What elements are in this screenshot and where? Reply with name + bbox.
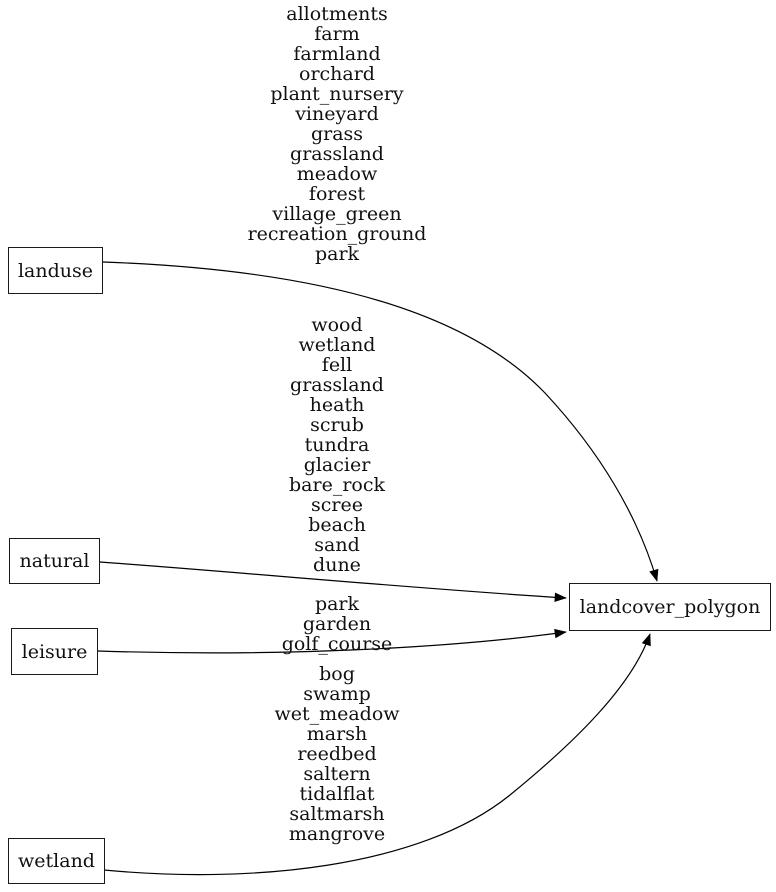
node-natural-label: natural [19,550,90,572]
node-wetland [8,838,105,884]
edge-value: allotments [286,3,388,25]
edge-value: tundra [304,434,370,456]
node-natural [9,538,100,584]
edge-value: heath [309,394,365,416]
node-leisure [11,628,98,675]
edge-value: tidalflat [299,783,375,805]
edge-value: wet_meadow [274,703,400,725]
edge-value: plant_nursery [270,83,404,105]
edge-value: saltmarsh [289,803,385,825]
edge-value: grassland [290,143,384,165]
edge-value: farm [314,23,360,45]
edge-value: grassland [290,374,384,396]
edge-value: meadow [296,163,378,185]
node-landcover-polygon-label: landcover_polygon [579,596,761,618]
edge-value: bare_rock [289,474,385,496]
edge-value: garden [302,613,372,635]
edge-value: scree [311,494,363,516]
edge-value: mangrove [288,823,386,845]
edge-value: marsh [306,723,368,745]
edge-value: dune [313,554,361,576]
edge-label-wetland-values [274,664,399,844]
node-landcover-polygon [569,583,771,631]
node-landuse [8,247,103,294]
edge-value: reedbed [297,743,377,765]
edge-value: sand [314,534,360,556]
edge-value: vineyard [295,103,379,125]
edge-value: swamp [303,683,371,705]
edge-value: park [314,593,360,615]
edge-value: bog [319,663,355,685]
edge-value: saltern [303,763,371,785]
edge-value: golf_course [281,633,393,655]
edge-value: farmland [293,43,381,65]
edge-value: wetland [298,334,376,356]
edge-value: wood [311,314,363,336]
edge-value: park [314,243,360,265]
edge-value: orchard [299,63,375,85]
edge-value: fell [321,354,353,376]
edge-value: village_green [272,203,402,225]
edge-value: beach [308,514,366,536]
edge-value: recreation_ground [247,223,427,245]
edge-value: grass [310,123,364,145]
edge-value: glacier [303,454,371,476]
edge-value: forest [308,183,366,205]
node-leisure-label: leisure [21,640,88,663]
edge-label-leisure-values [282,594,393,654]
node-wetland-label: wetland [18,850,95,872]
edge-label-landuse-values [248,4,427,264]
edge-value: scrub [310,414,364,436]
node-landuse-label: landuse [17,259,94,282]
edge-label-natural-values [289,315,385,575]
